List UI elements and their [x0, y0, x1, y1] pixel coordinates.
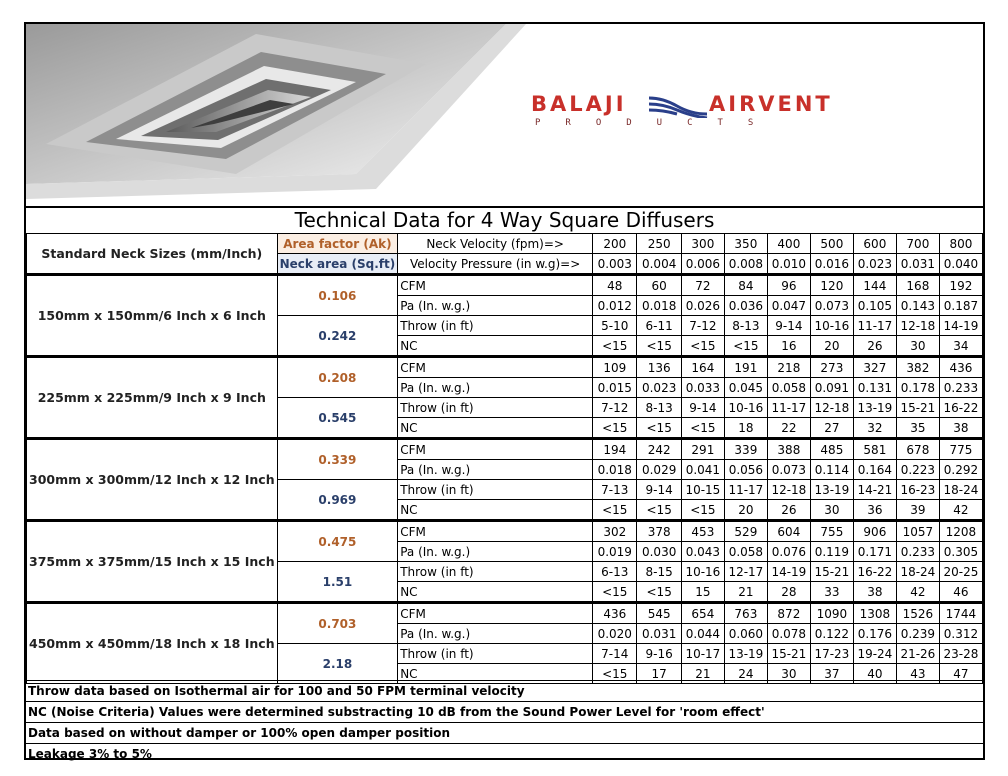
velocity-cell: 500 [810, 234, 853, 254]
data-cell: 168 [896, 275, 939, 296]
data-cell: <15 [593, 418, 637, 439]
velocity-cell: 300 [681, 234, 724, 254]
data-cell: 1057 [896, 521, 939, 542]
data-cell: 11-17 [724, 480, 767, 500]
data-cell: 0.233 [896, 542, 939, 562]
data-cell: 7-13 [593, 480, 637, 500]
data-cell: 545 [637, 603, 681, 624]
pressure-cell: 0.016 [810, 254, 853, 275]
data-cell: 109 [593, 357, 637, 378]
data-cell: 22 [767, 418, 810, 439]
data-cell: 21 [681, 664, 724, 684]
data-cell: 0.023 [637, 378, 681, 398]
data-cell: 7-12 [681, 316, 724, 336]
data-cell: 0.164 [853, 460, 896, 480]
data-cell: 120 [810, 275, 853, 296]
data-cell: 453 [681, 521, 724, 542]
data-cell: 12-18 [767, 480, 810, 500]
data-cell: 0.073 [810, 296, 853, 316]
note-line: Throw data based on Isothermal air for 100 and 50 FPM terminal velocity [26, 680, 983, 701]
data-cell: 273 [810, 357, 853, 378]
header-velocity-pressure: Velocity Pressure (in w.g)=> [398, 254, 593, 275]
data-cell: 8-15 [637, 562, 681, 582]
pressure-cell: 0.031 [896, 254, 939, 275]
data-cell: 136 [637, 357, 681, 378]
data-cell: 0.187 [939, 296, 982, 316]
data-cell: 0.122 [810, 624, 853, 644]
data-cell: 0.044 [681, 624, 724, 644]
data-cell: 0.060 [724, 624, 767, 644]
data-cell: 27 [810, 418, 853, 439]
data-cell: 60 [637, 275, 681, 296]
data-cell: 0.018 [637, 296, 681, 316]
data-cell: 9-14 [681, 398, 724, 418]
data-cell: 0.043 [681, 542, 724, 562]
data-cell: 30 [896, 336, 939, 357]
data-cell: 18 [724, 418, 767, 439]
row-label-cfm: CFM [398, 521, 593, 542]
neck-size-label: 450mm x 450mm/18 Inch x 18 Inch [27, 603, 278, 684]
data-cell: 0.058 [767, 378, 810, 398]
data-cell: 7-14 [593, 644, 637, 664]
data-cell: 19-24 [853, 644, 896, 664]
data-cell: 84 [724, 275, 767, 296]
data-cell: <15 [593, 582, 637, 603]
data-cell: 13-19 [810, 480, 853, 500]
table-row [27, 521, 983, 542]
data-cell: 0.019 [593, 542, 637, 562]
row-label-throw: Throw (in ft) [398, 562, 593, 582]
row-label-pa: Pa (In. w.g.) [398, 624, 593, 644]
data-cell: 13-19 [853, 398, 896, 418]
data-cell: 16-23 [896, 480, 939, 500]
row-label-nc: NC [398, 664, 593, 684]
notes [26, 680, 983, 764]
data-cell: 96 [767, 275, 810, 296]
data-cell: 39 [896, 500, 939, 521]
data-cell: 26 [767, 500, 810, 521]
neck-size-label: 225mm x 225mm/9 Inch x 9 Inch [27, 357, 278, 439]
velocity-cell: 200 [593, 234, 637, 254]
data-cell: 36 [853, 500, 896, 521]
data-cell: 218 [767, 357, 810, 378]
data-cell: 10-16 [810, 316, 853, 336]
data-cell: 755 [810, 521, 853, 542]
row-label-throw: Throw (in ft) [398, 644, 593, 664]
data-cell: 34 [939, 336, 982, 357]
data-cell: 0.033 [681, 378, 724, 398]
data-cell: 872 [767, 603, 810, 624]
neck-area-value: 2.18 [277, 644, 398, 684]
brand-logo [531, 92, 861, 138]
data-cell: 0.312 [939, 624, 982, 644]
velocity-cell: 700 [896, 234, 939, 254]
data-cell: 1744 [939, 603, 982, 624]
data-cell: 0.018 [593, 460, 637, 480]
data-cell: 14-21 [853, 480, 896, 500]
data-cell: 775 [939, 439, 982, 460]
data-cell: 21-26 [896, 644, 939, 664]
data-cell: 15-21 [767, 644, 810, 664]
area-factor-value: 0.475 [277, 521, 398, 562]
data-cell: <15 [637, 582, 681, 603]
data-cell: 15 [681, 582, 724, 603]
header-row-velocity [27, 234, 983, 254]
row-label-cfm: CFM [398, 603, 593, 624]
data-cell: 47 [939, 664, 982, 684]
data-cell: 5-10 [593, 316, 637, 336]
data-cell: 33 [810, 582, 853, 603]
row-label-cfm: CFM [398, 357, 593, 378]
velocity-cell: 600 [853, 234, 896, 254]
area-factor-value: 0.339 [277, 439, 398, 480]
header-neck-sizes: Standard Neck Sizes (mm/Inch) [27, 234, 278, 275]
header-area-factor: Area factor (Ak) [277, 234, 398, 254]
data-cell: 678 [896, 439, 939, 460]
data-cell: 1526 [896, 603, 939, 624]
neck-size-label: 375mm x 375mm/15 Inch x 15 Inch [27, 521, 278, 603]
data-cell: 42 [939, 500, 982, 521]
row-label-nc: NC [398, 336, 593, 357]
data-cell: 0.178 [896, 378, 939, 398]
data-cell: 906 [853, 521, 896, 542]
header-neck-area: Neck area (Sq.ft) [277, 254, 398, 275]
velocity-cell: 250 [637, 234, 681, 254]
data-cell: 26 [853, 336, 896, 357]
brand-name-left: BALAJI [531, 92, 627, 116]
data-cell: 38 [853, 582, 896, 603]
data-cell: 9-16 [637, 644, 681, 664]
header-neck-velocity: Neck Velocity (fpm)=> [398, 234, 593, 254]
data-cell: 10-17 [681, 644, 724, 664]
data-cell: 191 [724, 357, 767, 378]
data-cell: 194 [593, 439, 637, 460]
data-cell: 10-15 [681, 480, 724, 500]
data-cell: 18-24 [939, 480, 982, 500]
data-cell: <15 [724, 336, 767, 357]
data-cell: 35 [896, 418, 939, 439]
data-cell: 15-21 [810, 562, 853, 582]
data-cell: 37 [810, 664, 853, 684]
data-cell: <15 [593, 500, 637, 521]
area-factor-value: 0.208 [277, 357, 398, 398]
data-cell: 14-19 [767, 562, 810, 582]
data-cell: 378 [637, 521, 681, 542]
pressure-cell: 0.004 [637, 254, 681, 275]
data-cell: 38 [939, 418, 982, 439]
data-cell: 8-13 [637, 398, 681, 418]
data-cell: 12-17 [724, 562, 767, 582]
data-cell: 72 [681, 275, 724, 296]
neck-area-value: 0.242 [277, 316, 398, 357]
data-cell: 0.026 [681, 296, 724, 316]
data-cell: 8-13 [724, 316, 767, 336]
data-cell: 0.030 [637, 542, 681, 562]
data-cell: 164 [681, 357, 724, 378]
data-cell: 6-11 [637, 316, 681, 336]
data-cell: 436 [939, 357, 982, 378]
data-cell: <15 [681, 500, 724, 521]
data-cell: 12-18 [896, 316, 939, 336]
data-cell: 436 [593, 603, 637, 624]
data-cell: 654 [681, 603, 724, 624]
row-label-cfm: CFM [398, 275, 593, 296]
data-cell: 20 [724, 500, 767, 521]
data-cell: 11-17 [767, 398, 810, 418]
data-cell: 17 [637, 664, 681, 684]
row-label-throw: Throw (in ft) [398, 316, 593, 336]
row-label-pa: Pa (In. w.g.) [398, 542, 593, 562]
data-cell: 20-25 [939, 562, 982, 582]
note-line: Data based on without damper or 100% open damper position [26, 722, 983, 743]
pressure-cell: 0.010 [767, 254, 810, 275]
data-cell: 144 [853, 275, 896, 296]
data-cell: 242 [637, 439, 681, 460]
row-label-cfm: CFM [398, 439, 593, 460]
data-cell: 0.105 [853, 296, 896, 316]
area-factor-value: 0.703 [277, 603, 398, 644]
data-cell: 13-19 [724, 644, 767, 664]
brand-subtitle: PRODUCTS [535, 118, 779, 128]
technical-data-table [26, 233, 983, 684]
data-cell: 16 [767, 336, 810, 357]
data-cell: 14-19 [939, 316, 982, 336]
neck-area-value: 0.545 [277, 398, 398, 439]
data-cell: 291 [681, 439, 724, 460]
data-cell: 0.171 [853, 542, 896, 562]
data-cell: <15 [637, 418, 681, 439]
table-row [27, 439, 983, 460]
neck-area-value: 0.969 [277, 480, 398, 521]
data-cell: 0.176 [853, 624, 896, 644]
data-cell: 0.143 [896, 296, 939, 316]
data-cell: <15 [637, 336, 681, 357]
data-cell: 48 [593, 275, 637, 296]
data-cell: 16-22 [853, 562, 896, 582]
data-cell: 11-17 [853, 316, 896, 336]
table-row [27, 357, 983, 378]
row-label-throw: Throw (in ft) [398, 480, 593, 500]
data-cell: 0.078 [767, 624, 810, 644]
pressure-cell: 0.006 [681, 254, 724, 275]
data-cell: 0.031 [637, 624, 681, 644]
row-label-nc: NC [398, 418, 593, 439]
data-cell: 12-18 [810, 398, 853, 418]
table-row [27, 603, 983, 624]
row-label-throw: Throw (in ft) [398, 398, 593, 418]
data-cell: 604 [767, 521, 810, 542]
brand-name-right: AIRVENT [709, 92, 833, 116]
data-cell: 30 [810, 500, 853, 521]
data-cell: 21 [724, 582, 767, 603]
neck-area-value: 1.51 [277, 562, 398, 603]
neck-size-label: 300mm x 300mm/12 Inch x 12 Inch [27, 439, 278, 521]
velocity-cell: 400 [767, 234, 810, 254]
data-cell: 43 [896, 664, 939, 684]
data-cell: 581 [853, 439, 896, 460]
neck-size-label: 150mm x 150mm/6 Inch x 6 Inch [27, 275, 278, 357]
data-cell: 0.012 [593, 296, 637, 316]
data-cell: 0.119 [810, 542, 853, 562]
area-factor-value: 0.106 [277, 275, 398, 316]
data-cell: 16-22 [939, 398, 982, 418]
data-cell: 40 [853, 664, 896, 684]
pressure-cell: 0.040 [939, 254, 982, 275]
data-cell: 42 [896, 582, 939, 603]
data-cell: 0.029 [637, 460, 681, 480]
data-cell: 10-16 [681, 562, 724, 582]
pressure-cell: 0.003 [593, 254, 637, 275]
table-row [27, 275, 983, 296]
note-line: NC (Noise Criteria) Values were determined substracting 10 dB from the Sound Power Level for 'room effect' [26, 701, 983, 722]
data-cell: 0.114 [810, 460, 853, 480]
data-cell: 763 [724, 603, 767, 624]
data-cell: 30 [767, 664, 810, 684]
datasheet [24, 22, 985, 760]
data-cell: 1208 [939, 521, 982, 542]
data-cell: 485 [810, 439, 853, 460]
data-cell: 46 [939, 582, 982, 603]
data-cell: <15 [593, 336, 637, 357]
data-cell: 0.131 [853, 378, 896, 398]
pressure-cell: 0.023 [853, 254, 896, 275]
data-cell: 0.292 [939, 460, 982, 480]
data-cell: 0.058 [724, 542, 767, 562]
data-cell: 1308 [853, 603, 896, 624]
data-cell: 0.239 [896, 624, 939, 644]
row-label-nc: NC [398, 582, 593, 603]
row-label-nc: NC [398, 500, 593, 521]
row-label-pa: Pa (In. w.g.) [398, 378, 593, 398]
data-cell: 0.015 [593, 378, 637, 398]
data-cell: <15 [681, 418, 724, 439]
data-cell: 0.041 [681, 460, 724, 480]
data-cell: 24 [724, 664, 767, 684]
data-cell: 7-12 [593, 398, 637, 418]
data-cell: 302 [593, 521, 637, 542]
velocity-cell: 800 [939, 234, 982, 254]
data-cell: 23-28 [939, 644, 982, 664]
banner [26, 24, 983, 208]
data-cell: 0.056 [724, 460, 767, 480]
data-cell: 0.305 [939, 542, 982, 562]
data-cell: <15 [593, 664, 637, 684]
data-cell: <15 [681, 336, 724, 357]
data-cell: 20 [810, 336, 853, 357]
data-cell: 382 [896, 357, 939, 378]
data-cell: 192 [939, 275, 982, 296]
data-cell: 32 [853, 418, 896, 439]
data-cell: 0.036 [724, 296, 767, 316]
velocity-cell: 350 [724, 234, 767, 254]
data-cell: 1090 [810, 603, 853, 624]
data-cell: 0.233 [939, 378, 982, 398]
data-cell: 388 [767, 439, 810, 460]
data-cell: 0.223 [896, 460, 939, 480]
pressure-cell: 0.008 [724, 254, 767, 275]
note-line: Leakage 3% to 5% [26, 743, 983, 764]
data-cell: 339 [724, 439, 767, 460]
data-cell: 10-16 [724, 398, 767, 418]
data-cell: <15 [637, 500, 681, 521]
logo-waves-icon [647, 94, 709, 118]
data-cell: 17-23 [810, 644, 853, 664]
data-cell: 28 [767, 582, 810, 603]
data-cell: 0.045 [724, 378, 767, 398]
data-cell: 0.047 [767, 296, 810, 316]
data-cell: 0.073 [767, 460, 810, 480]
data-cell: 18-24 [896, 562, 939, 582]
data-cell: 529 [724, 521, 767, 542]
data-cell: 9-14 [767, 316, 810, 336]
data-cell: 0.020 [593, 624, 637, 644]
data-cell: 0.091 [810, 378, 853, 398]
row-label-pa: Pa (In. w.g.) [398, 296, 593, 316]
data-cell: 9-14 [637, 480, 681, 500]
page-title: Technical Data for 4 Way Square Diffusers [294, 208, 715, 232]
row-label-pa: Pa (In. w.g.) [398, 460, 593, 480]
data-cell: 327 [853, 357, 896, 378]
data-cell: 0.076 [767, 542, 810, 562]
data-cell: 15-21 [896, 398, 939, 418]
data-cell: 6-13 [593, 562, 637, 582]
